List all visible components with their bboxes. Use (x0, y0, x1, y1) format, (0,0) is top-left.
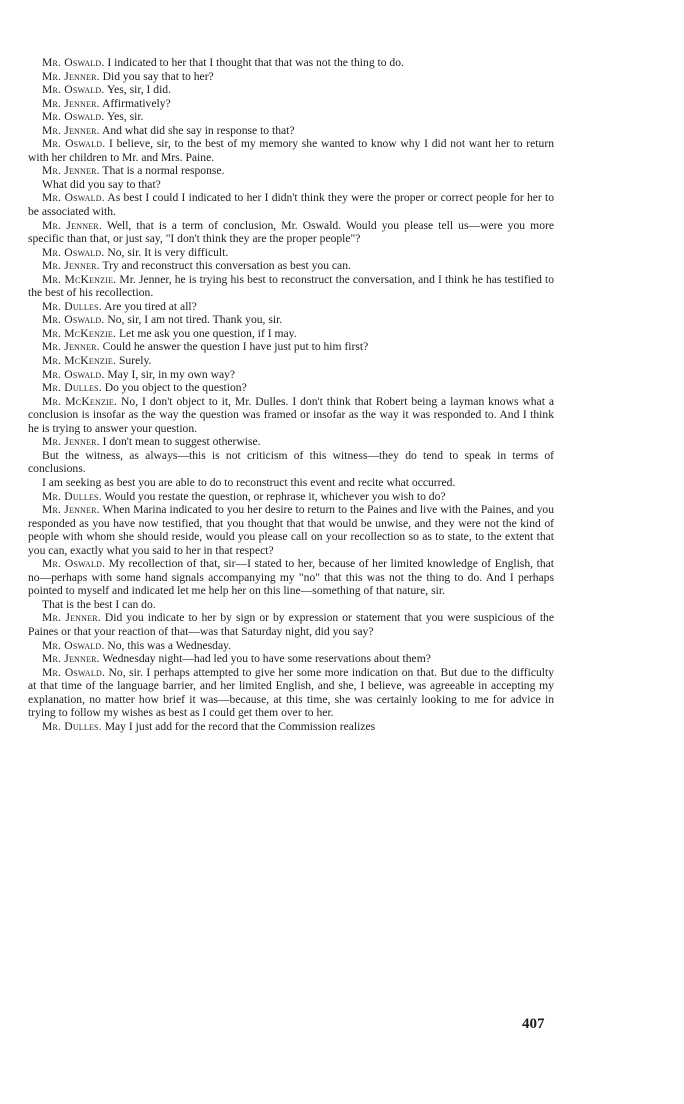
speaker-name: Mr. Oswald. (42, 83, 105, 97)
testimony-paragraph (28, 178, 554, 192)
speaker-name: Mr. Jenner. (42, 340, 100, 354)
speaker-name: Mr. Jenner. (42, 69, 100, 83)
speaker-name: Mr. Jenner. (42, 503, 100, 517)
speaker-name: Mr. McKenzie. (42, 394, 118, 408)
speaker-name: Mr. McKenzie. (42, 326, 117, 340)
speech-text: May I, sir, in my own way? (107, 367, 236, 381)
speaker-name: Mr. McKenzie. (42, 272, 117, 286)
speech-text: I don't mean to suggest otherwise. (102, 435, 261, 449)
speech-text: No, this was a Wednesday. (107, 638, 232, 652)
speaker-name: Mr. Dulles. (42, 489, 102, 503)
speech-text: And what did she say in response to that? (101, 123, 295, 137)
speech-text: But the witness, as always—this is not criticism of this witness—they do tend to speak in terms of conclusions. (28, 448, 554, 476)
testimony-paragraph (28, 611, 554, 638)
speaker-name: Mr. Oswald. (42, 638, 105, 652)
testimony-paragraph (28, 164, 554, 178)
speaker-name: Mr. Jenner. (42, 96, 100, 110)
speaker-name: Mr. Oswald. (42, 557, 106, 571)
speaker-name: Mr. Oswald. (42, 313, 105, 327)
speech-text: May I just add for the record that the Commission realizes (104, 719, 376, 733)
speech-text: Affirmatively? (101, 96, 171, 110)
testimony-paragraph (28, 381, 554, 395)
testimony-paragraph (28, 652, 554, 666)
speech-text: No, sir, I am not tired. Thank you, sir. (107, 313, 283, 327)
testimony-paragraph (28, 124, 554, 138)
speech-text: I indicated to her that I thought that that was not the thing to do. (107, 56, 404, 69)
speech-text: Try and reconstruct this conversation as best you can. (102, 259, 351, 273)
testimony-paragraph (28, 137, 554, 164)
speech-text: My recollection of that, sir—I stated to her, because of her limited knowledge of English, that no—perhaps with some hand signals accompanying my "no" that this was not the thing to do. And I perhaps pointed to myself and indicated let me help her on this line—something of that nature, sir. (28, 557, 554, 598)
testimony-paragraph (28, 435, 554, 449)
speech-text: That is a normal response. (102, 164, 225, 178)
speech-text: No, sir. I perhaps attempted to give her some more indication on that. But due to the difficulty at that time of the language barrier, and her limited English, and she, I believe, was agreeable in accepting my explanation, no matter how brief it was—because, at this time, she was certainly looking to me for advice in trying to follow my wishes as best as I could get them over to her. (28, 665, 555, 720)
speech-text: Yes, sir. (106, 110, 144, 124)
speaker-name: Mr. Dulles. (42, 381, 102, 395)
speech-text: When Marina indicated to you her desire to return to the Paines and live with the Paines, and you responded as you have now testified, that you thought that that would be unwise, and they were not the kind of people with whom she should reside, would you please call on your recollection so as to state, to the extent that you can, exactly what you said to her in that respect? (28, 503, 554, 557)
speech-text: No, I don't object to it, Mr. Dulles. I don't think that Robert being a layman knows what a conclusion is insofar as the way the question was framed or insofar as the way it was responded to. And I think he is trying to answer your question. (28, 394, 554, 435)
testimony-paragraph (28, 70, 554, 84)
testimony-paragraph (28, 273, 554, 300)
testimony-paragraph (28, 246, 554, 260)
speech-text: As best I could I indicated to her I didn't think they were the proper or correct people for her to be associated with. (28, 191, 554, 219)
testimony-paragraph (28, 490, 554, 504)
speaker-name: Mr. Oswald. (42, 367, 105, 381)
speech-text: No, sir. It is very difficult. (107, 245, 229, 259)
testimony-paragraph (28, 327, 554, 341)
speaker-name: Mr. Jenner. (42, 259, 100, 273)
testimony-paragraph (28, 503, 554, 557)
speaker-name: Mr. Oswald. (42, 137, 106, 151)
testimony-paragraph (28, 56, 554, 70)
speech-text: I am seeking as best you are able to do to reconstruct this event and recite what occurred. (42, 475, 456, 489)
speaker-name: Mr. Jenner. (42, 123, 100, 137)
speaker-name: Mr. Dulles. (42, 719, 102, 733)
testimony-paragraph (28, 354, 554, 368)
speaker-name: Mr. Jenner. (42, 435, 100, 449)
speech-text: Do you object to the question? (104, 381, 247, 395)
testimony-paragraph (28, 666, 554, 720)
speaker-name: Mr. Jenner. (42, 652, 100, 666)
speech-text: Surely. (118, 354, 152, 368)
speech-text: Wednesday night—had led you to have some reservations about them? (102, 652, 431, 666)
testimony-paragraph (28, 313, 554, 327)
speaker-name: Mr. Oswald. (42, 665, 106, 679)
testimony-paragraph (28, 720, 554, 734)
testimony-paragraph (28, 83, 554, 97)
speech-text: Mr. Jenner, he is trying his best to reconstruct the conversation, and I think he has testified to the best of his recollection. (28, 272, 555, 300)
speech-text: Are you tired at all? (104, 299, 197, 313)
speaker-name: Mr. McKenzie. (42, 354, 117, 368)
speech-text: Could he answer the question I have just put to him first? (102, 340, 369, 354)
speech-text: Would you restate the question, or rephrase it, whichever you wish to do? (104, 489, 446, 503)
testimony-paragraph (28, 449, 554, 476)
testimony-paragraph (28, 598, 554, 612)
testimony-paragraph (28, 300, 554, 314)
testimony-paragraph (28, 476, 554, 490)
speech-text: Well, that is a term of conclusion, Mr. Oswald. Would you please tell us—were you more specific than that, or just say, "I don't think they are the proper people"? (28, 218, 554, 246)
speaker-name: Mr. Dulles. (42, 299, 102, 313)
speech-text: Did you say that to her? (102, 69, 214, 83)
speech-text: What did you say to that? (42, 177, 161, 191)
speech-text: Yes, sir, I did. (106, 83, 172, 97)
testimony-paragraph (28, 557, 554, 598)
testimony-paragraph (28, 368, 554, 382)
testimony-paragraph (28, 395, 554, 436)
testimony-paragraph (28, 639, 554, 653)
speaker-name: Mr. Jenner. (42, 218, 102, 232)
speaker-name: Mr. Oswald. (42, 110, 105, 124)
speaker-name: Mr. Jenner. (42, 611, 101, 625)
testimony-text (28, 56, 554, 733)
testimony-paragraph (28, 97, 554, 111)
speaker-name: Mr. Oswald. (42, 245, 105, 259)
speech-text: Did you indicate to her by sign or by expression or statement that you were suspicious of the Paines or that your reaction of that—was that Saturday night, did you say? (28, 611, 554, 638)
testimony-paragraph (28, 259, 554, 273)
speech-text: Let me ask you one question, if I may. (118, 326, 297, 340)
testimony-paragraph (28, 219, 554, 246)
testimony-paragraph (28, 191, 554, 218)
testimony-paragraph (28, 340, 554, 354)
testimony-paragraph (28, 110, 554, 124)
speaker-name: Mr. Oswald. (42, 191, 105, 205)
page-number: 407 (522, 1016, 545, 1032)
speech-text: That is the best I can do. (42, 597, 156, 611)
speaker-name: Mr. Oswald. (42, 56, 105, 69)
speaker-name: Mr. Jenner. (42, 164, 100, 178)
speech-text: I believe, sir, to the best of my memory she wanted to know why I did not want her to return with her children to Mr. and Mrs. Paine. (28, 137, 554, 164)
